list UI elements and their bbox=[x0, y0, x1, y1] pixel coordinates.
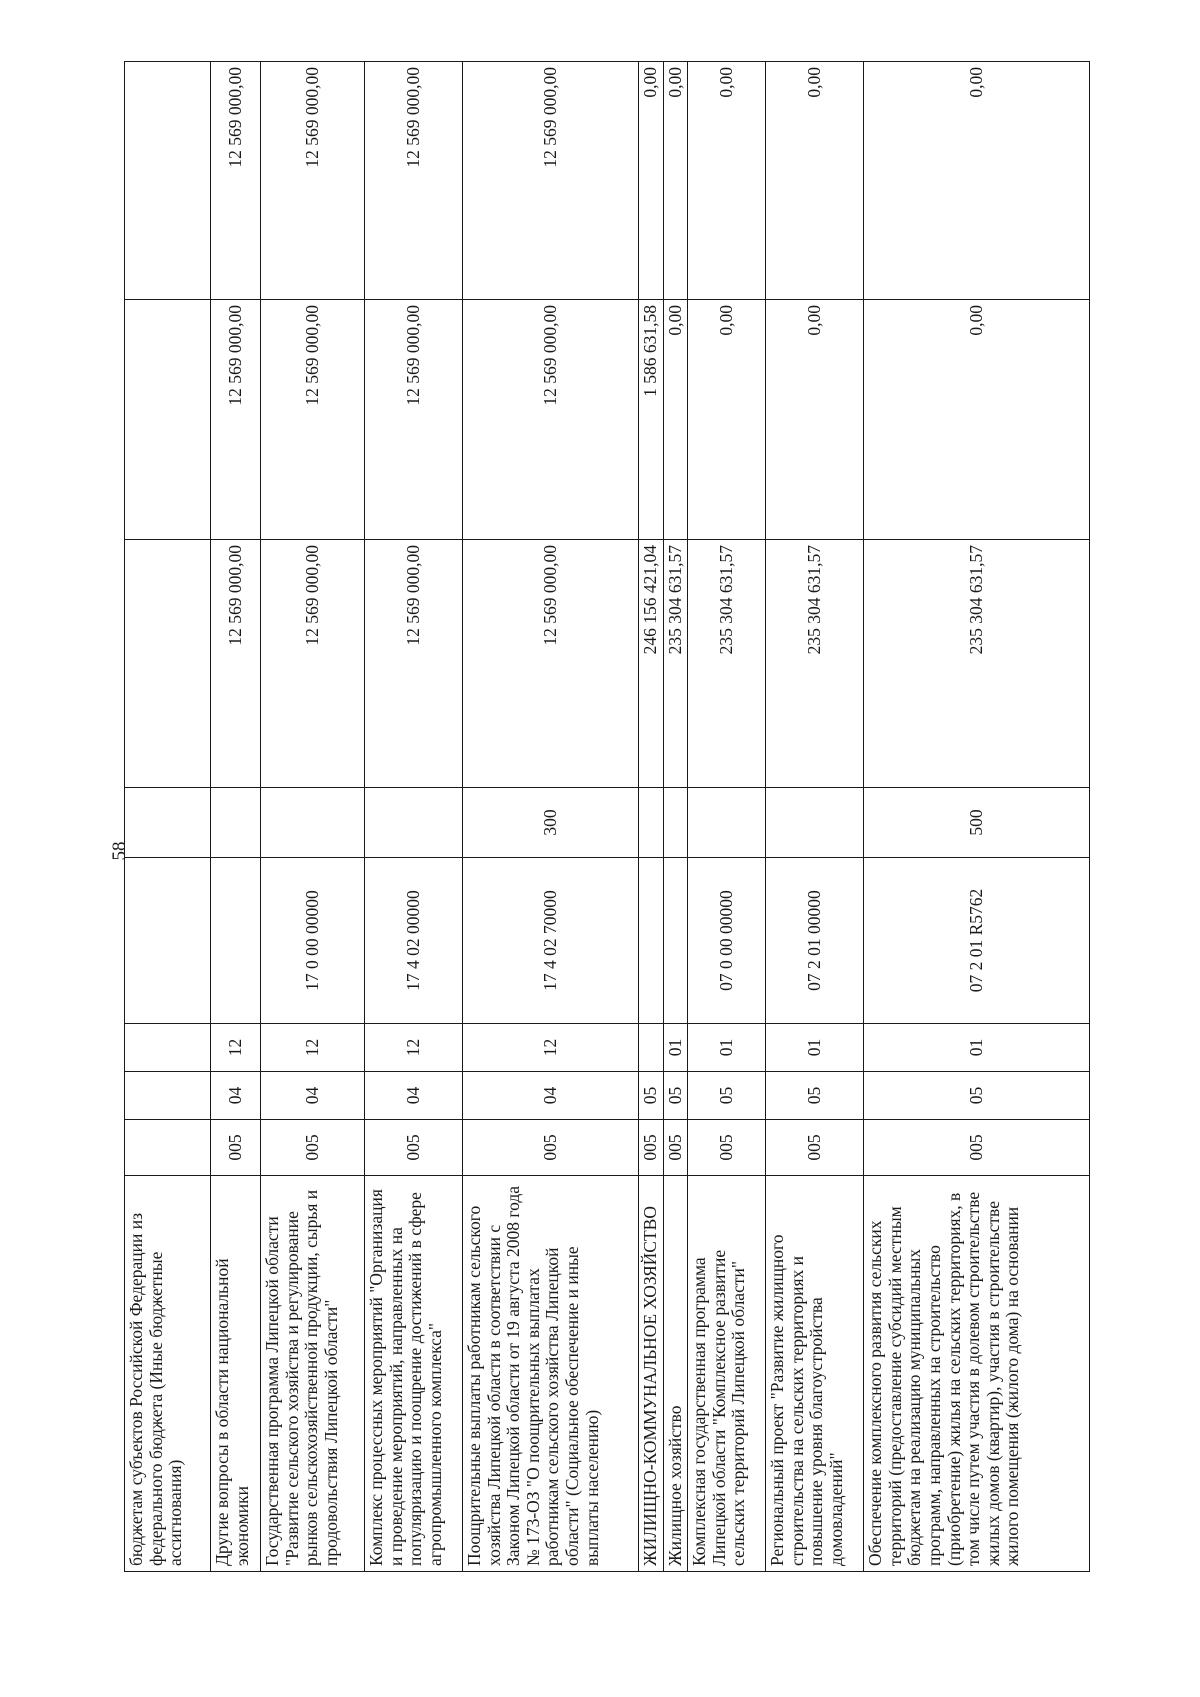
row-description: Жилищное хозяйство bbox=[663, 1176, 688, 1572]
row-amount-2: 0,00 bbox=[663, 300, 688, 540]
row-description: Государственная программа Липецкой области "Развитие сельского хозяйства и регулирование рынков сельскохозяйственной продукции, сырья и продовольствия Липецкой области" bbox=[261, 1176, 365, 1572]
row-code: 005 bbox=[211, 1120, 261, 1176]
row-section: 05 bbox=[688, 1072, 766, 1120]
row-subsection: 01 bbox=[688, 1024, 766, 1072]
table-row bbox=[639, 62, 664, 1572]
table-row bbox=[864, 62, 1090, 1572]
row-amount-2 bbox=[125, 300, 211, 540]
row-target-article: 17 4 02 70000 bbox=[463, 858, 639, 1024]
row-amount-2: 12 569 000,00 bbox=[211, 300, 261, 540]
row-amount-3: 0,00 bbox=[639, 62, 664, 300]
row-amount-2: 0,00 bbox=[864, 300, 1090, 540]
row-target-article: 07 2 01 00000 bbox=[766, 858, 864, 1024]
row-amount-2: 12 569 000,00 bbox=[261, 300, 365, 540]
row-description: Комплекс процессных мероприятий "Организация и проведение мероприятий, направленных на популяризацию и поощрение достижений в сфере агропромышленного комплекса" bbox=[365, 1176, 463, 1572]
row-expense-type bbox=[365, 788, 463, 858]
row-section: 05 bbox=[864, 1072, 1090, 1120]
row-section: 04 bbox=[463, 1072, 639, 1120]
row-amount-3: 12 569 000,00 bbox=[463, 62, 639, 300]
table-row bbox=[688, 62, 766, 1572]
table-row bbox=[663, 62, 688, 1572]
row-subsection: 12 bbox=[463, 1024, 639, 1072]
budget-table-rotated bbox=[124, 62, 1088, 1572]
budget-table bbox=[124, 61, 1090, 1572]
row-code: 005 bbox=[864, 1120, 1090, 1176]
row-expense-type bbox=[688, 788, 766, 858]
row-expense-type: 500 bbox=[864, 788, 1090, 858]
row-amount-1 bbox=[125, 540, 211, 788]
row-amount-1: 12 569 000,00 bbox=[261, 540, 365, 788]
row-target-article bbox=[663, 858, 688, 1024]
row-amount-1: 12 569 000,00 bbox=[211, 540, 261, 788]
row-expense-type bbox=[639, 788, 664, 858]
row-description: Региональный проект "Развитие жилищного строительства на сельских территориях и повышение уровня благоустройства домовладений" bbox=[766, 1176, 864, 1572]
row-expense-type bbox=[211, 788, 261, 858]
row-subsection: 12 bbox=[261, 1024, 365, 1072]
row-amount-1: 235 304 631,57 bbox=[864, 540, 1090, 788]
row-code bbox=[125, 1120, 211, 1176]
row-amount-3: 12 569 000,00 bbox=[365, 62, 463, 300]
row-amount-3: 0,00 bbox=[864, 62, 1090, 300]
row-amount-1: 235 304 631,57 bbox=[766, 540, 864, 788]
row-description: ЖИЛИЩНО-КОММУНАЛЬНОЕ ХОЗЯЙСТВО bbox=[639, 1176, 664, 1572]
row-description: Поощрительные выплаты работникам сельского хозяйства Липецкой области в соответствии с Законом Липецкой области от 19 августа 2008 года № 173-ОЗ "О поощрительных выплатах работникам сельского хозяйства Липецкой области" (Социальное обеспечение и иные выплаты населению) bbox=[463, 1176, 639, 1572]
row-description: бюджетам субъектов Российской Федерации из федерального бюджета (Иные бюджетные ассигнования) bbox=[125, 1176, 211, 1572]
row-subsection: 12 bbox=[211, 1024, 261, 1072]
row-description: Обеспечение комплексного развития сельских территорий (предоставление субсидий местным бюджетам на реализацию муниципальных программ, направленных на строительство (приобретение) жилья на сельских территориях, в том числе путем участия в долевом строительстве жилых домов (квартир), участия в строительстве жилого помещения (жилого дома) на основании bbox=[864, 1176, 1090, 1572]
table-row bbox=[365, 62, 463, 1572]
table-row bbox=[261, 62, 365, 1572]
row-code: 005 bbox=[688, 1120, 766, 1176]
row-subsection: 01 bbox=[766, 1024, 864, 1072]
row-amount-2: 0,00 bbox=[766, 300, 864, 540]
row-amount-1: 235 304 631,57 bbox=[663, 540, 688, 788]
row-amount-3: 12 569 000,00 bbox=[261, 62, 365, 300]
table-row bbox=[766, 62, 864, 1572]
row-expense-type: 300 bbox=[463, 788, 639, 858]
row-amount-2: 12 569 000,00 bbox=[365, 300, 463, 540]
row-section: 04 bbox=[261, 1072, 365, 1120]
row-amount-3 bbox=[125, 62, 211, 300]
table-row bbox=[125, 62, 211, 1572]
row-code: 005 bbox=[639, 1120, 664, 1176]
row-subsection bbox=[639, 1024, 664, 1072]
row-amount-1: 12 569 000,00 bbox=[365, 540, 463, 788]
row-subsection bbox=[125, 1024, 211, 1072]
row-target-article: 07 2 01 R5762 bbox=[864, 858, 1090, 1024]
row-target-article bbox=[211, 858, 261, 1024]
row-target-article: 17 0 00 00000 bbox=[261, 858, 365, 1024]
page-number: 58 bbox=[109, 841, 130, 861]
row-expense-type bbox=[663, 788, 688, 858]
row-section: 05 bbox=[639, 1072, 664, 1120]
row-section: 04 bbox=[211, 1072, 261, 1120]
row-section: 05 bbox=[766, 1072, 864, 1120]
row-expense-type bbox=[766, 788, 864, 858]
row-expense-type bbox=[125, 788, 211, 858]
row-code: 005 bbox=[463, 1120, 639, 1176]
row-amount-3: 0,00 bbox=[688, 62, 766, 300]
row-amount-3: 0,00 bbox=[766, 62, 864, 300]
row-amount-2: 0,00 bbox=[688, 300, 766, 540]
row-code: 005 bbox=[365, 1120, 463, 1176]
row-description: Другие вопросы в области национальной экономики bbox=[211, 1176, 261, 1572]
row-target-article: 07 0 00 00000 bbox=[688, 858, 766, 1024]
row-section bbox=[125, 1072, 211, 1120]
row-amount-1: 235 304 631,57 bbox=[688, 540, 766, 788]
row-section: 05 bbox=[663, 1072, 688, 1120]
table-row bbox=[211, 62, 261, 1572]
row-amount-1: 246 156 421,04 bbox=[639, 540, 664, 788]
row-amount-2: 1 586 631,58 bbox=[639, 300, 664, 540]
row-subsection: 01 bbox=[864, 1024, 1090, 1072]
row-amount-3: 0,00 bbox=[663, 62, 688, 300]
row-code: 005 bbox=[261, 1120, 365, 1176]
row-amount-1: 12 569 000,00 bbox=[463, 540, 639, 788]
row-subsection: 12 bbox=[365, 1024, 463, 1072]
row-target-article bbox=[639, 858, 664, 1024]
row-amount-2: 12 569 000,00 bbox=[463, 300, 639, 540]
row-target-article bbox=[125, 858, 211, 1024]
row-expense-type bbox=[261, 788, 365, 858]
row-code: 005 bbox=[766, 1120, 864, 1176]
row-subsection: 01 bbox=[663, 1024, 688, 1072]
row-description: Комплексная государственная программа Липецкой области "Комплексное развитие сельских территорий Липецкой области" bbox=[688, 1176, 766, 1572]
row-code: 005 bbox=[663, 1120, 688, 1176]
table-row bbox=[463, 62, 639, 1572]
row-target-article: 17 4 02 00000 bbox=[365, 858, 463, 1024]
row-amount-3: 12 569 000,00 bbox=[211, 62, 261, 300]
row-section: 04 bbox=[365, 1072, 463, 1120]
